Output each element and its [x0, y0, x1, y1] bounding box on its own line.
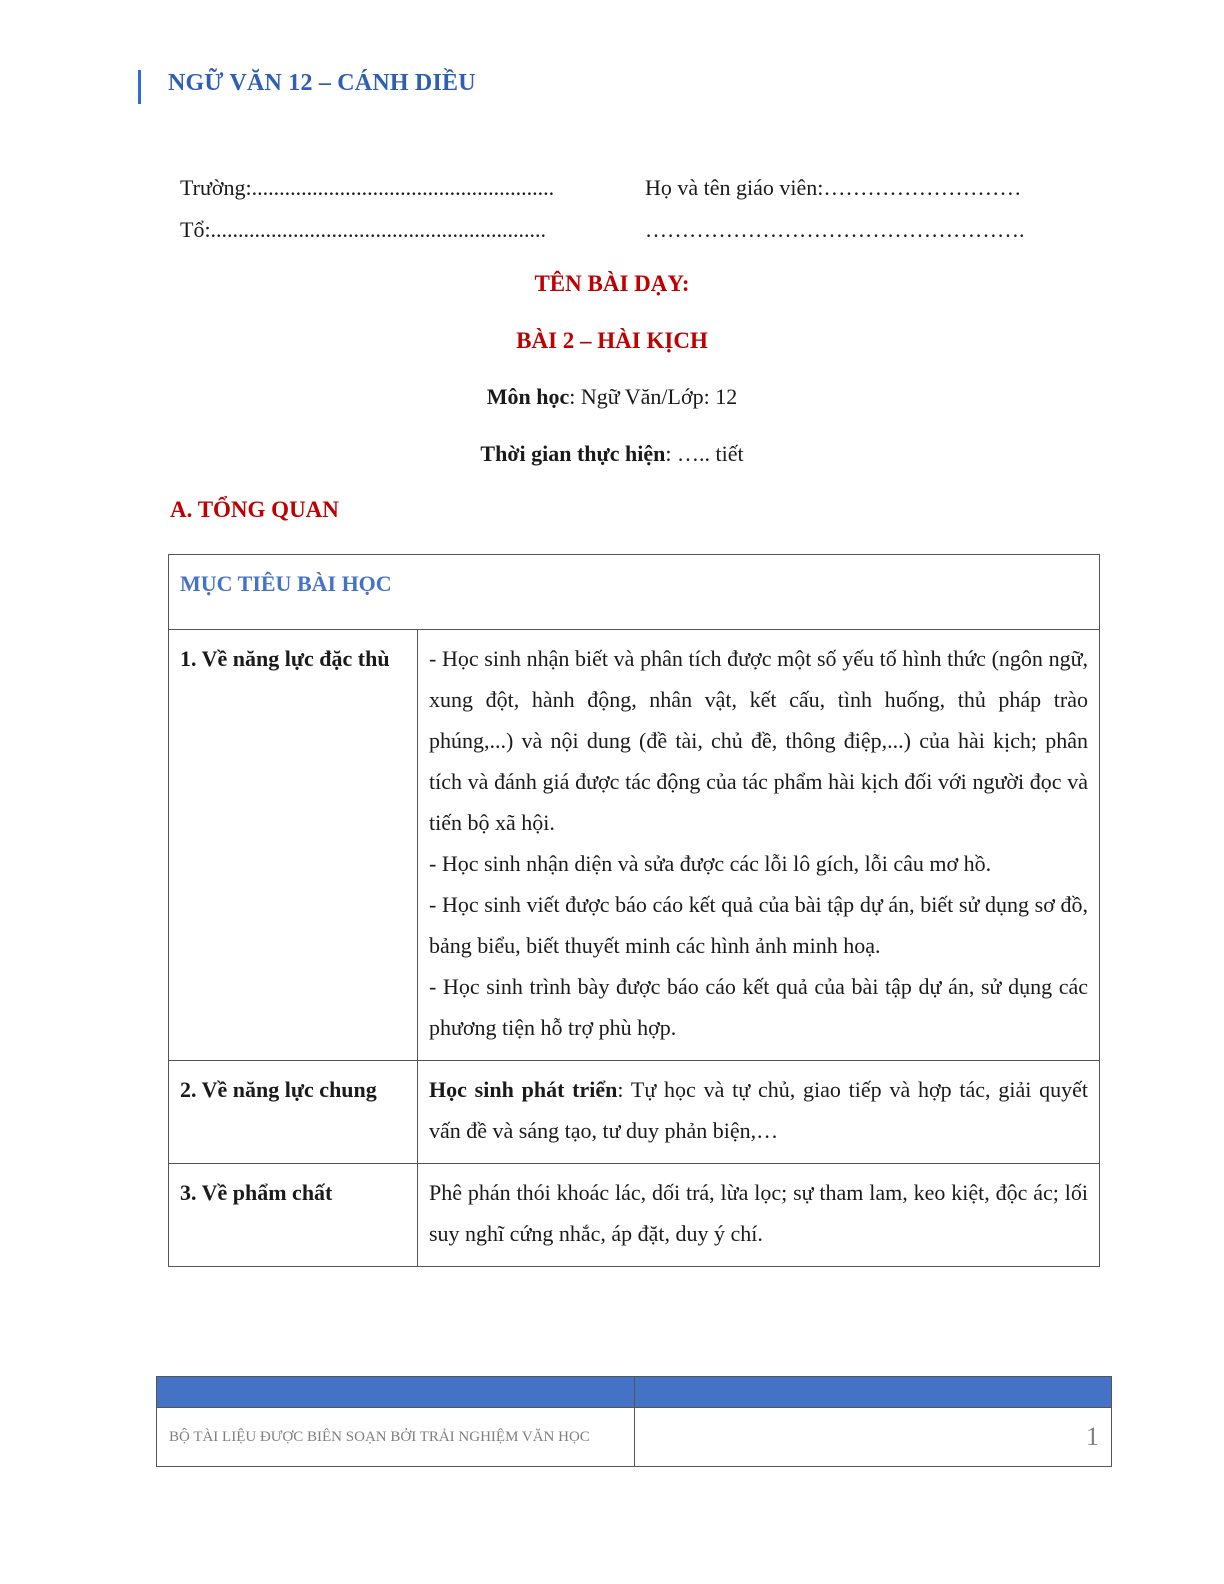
subject-line — [0, 384, 1224, 410]
lesson-name: BÀI 2 – HÀI KỊCH — [516, 328, 708, 353]
footer-band-right — [635, 1377, 1112, 1408]
teacher-name-field: Họ và tên giáo viên:……………………… — [645, 175, 1022, 200]
row-label: 3. Về phẩm chất — [169, 1164, 418, 1267]
header-title: NGỮ VĂN 12 – CÁNH DIỀU — [168, 70, 476, 96]
row-content: Phê phán thói khoác lác, dối trá, lừa lọc; sự tham lam, keo kiệt, độc ác; lối suy nghĩ cứng nhắc, áp đặt, duy ý chí. — [418, 1164, 1100, 1267]
time-value: : ….. tiết — [665, 441, 744, 466]
goals-heading: MỤC TIÊU BÀI HỌC — [169, 555, 1100, 630]
time-line — [0, 441, 1224, 467]
page-number: 1 — [635, 1408, 1112, 1467]
row-content — [418, 630, 1100, 1061]
goals-heading-row — [169, 555, 1100, 630]
group-field: Tổ:............................................................. — [180, 217, 547, 242]
row-label: 1. Về năng lực đặc thù — [169, 630, 418, 1061]
subject-label: Môn học — [486, 384, 570, 409]
bold-lead: Học sinh phát triển — [429, 1077, 618, 1102]
goals-table — [168, 554, 1100, 1267]
time-label: Thời gian thực hiện — [480, 441, 666, 466]
subject-value: : Ngữ Văn/Lớp: 12 — [569, 384, 738, 409]
row-text: : Tự học và tự chủ, giao tiếp và hợp tác, giải quyết vấn đề và sáng tạo, tư duy phản biện,… — [429, 1077, 1088, 1143]
paragraph: - Học sinh nhận diện và sửa được các lỗi lô gích, lỗi câu mơ hồ. — [429, 851, 992, 876]
teacher-name-continuation: ……………………………………………. — [645, 217, 1025, 242]
row-label: 2. Về năng lực chung — [169, 1061, 418, 1164]
footer-text: BỘ TÀI LIỆU ĐƯỢC BIÊN SOẠN BỞI TRẢI NGHIỆM VĂN HỌC — [157, 1408, 635, 1467]
table-row — [169, 630, 1100, 1061]
paragraph: - Học sinh nhận biết và phân tích được một số yếu tố hình thức (ngôn ngữ, xung đột, hành động, nhân vật, kết cấu, tình huống, thủ pháp trào phúng,...) và nội dung (đề tài, chủ đề, thông điệp,...) của hài kịch; phân tích và đánh giá được tác động của tác phẩm hài kịch đối với người đọc và tiến bộ xã hội. — [429, 646, 1088, 835]
section-a-heading: A. TỔNG QUAN — [170, 497, 339, 522]
paragraph: - Học sinh trình bày được báo cáo kết quả của bài tập dự án, sử dụng các phương tiện hỗ trợ phù hợp. — [429, 974, 1088, 1040]
row-content — [418, 1061, 1100, 1164]
school-field: Trường:....................................................... — [180, 175, 555, 200]
lesson-label: TÊN BÀI DẠY: — [534, 271, 690, 296]
header-accent-bar — [138, 70, 141, 104]
table-row — [169, 1061, 1100, 1164]
table-row — [169, 1164, 1100, 1267]
paragraph: - Học sinh viết được báo cáo kết quả của bài tập dự án, biết sử dụng sơ đồ, bảng biểu, biết thuyết minh các hình ảnh minh hoạ. — [429, 892, 1088, 958]
footer-band-left — [157, 1377, 635, 1408]
page-footer — [156, 1376, 1112, 1467]
